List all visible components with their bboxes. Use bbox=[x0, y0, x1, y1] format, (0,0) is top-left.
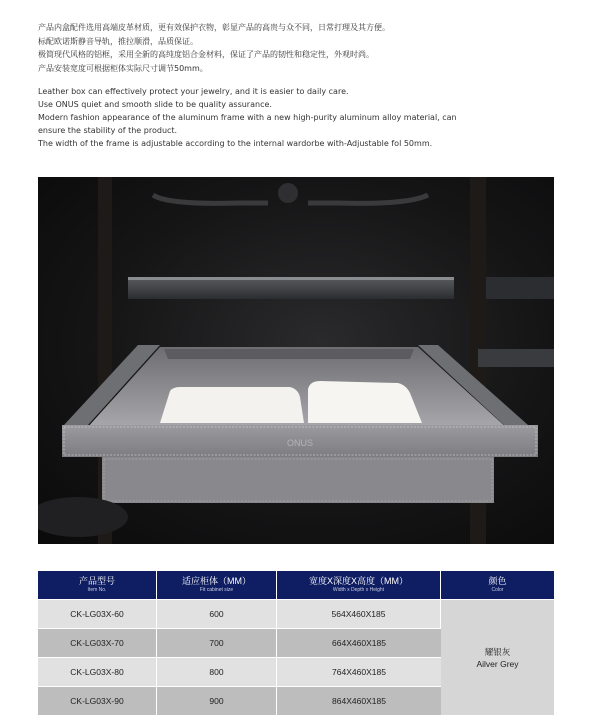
header-dimensions bbox=[277, 571, 441, 599]
header-en: Fit cabinet size bbox=[199, 587, 234, 593]
intro-chinese bbox=[38, 21, 558, 75]
cell-model: CK-LG03X-60 bbox=[38, 599, 157, 628]
table-row bbox=[38, 599, 554, 628]
header-cn: 颜色 bbox=[488, 576, 507, 586]
cell-dimensions: 764X460X185 bbox=[277, 657, 441, 686]
spec-table-header bbox=[38, 571, 554, 599]
intro-en-line: Use ONUS quiet and smooth slide to be quality assurance. bbox=[38, 100, 272, 109]
intro-en-line: ensure the stability of the product. bbox=[38, 126, 178, 135]
hanger-hub bbox=[278, 183, 298, 203]
cell-dimensions: 864X460X185 bbox=[277, 686, 441, 715]
cell-cabinet: 700 bbox=[157, 628, 277, 657]
intro-en-line: Modern fashion appearance of the aluminum frame with a new high-purity aluminum alloy material, can bbox=[38, 113, 457, 122]
drawer-illustration bbox=[38, 177, 554, 544]
cell-model: CK-LG03X-90 bbox=[38, 686, 157, 715]
upper-drawer-rail bbox=[128, 277, 454, 299]
header-cn: 宽度X深度X高度（MM） bbox=[308, 576, 408, 586]
onus-logo: ONUS bbox=[286, 438, 314, 448]
color-en: Ailver Grey bbox=[476, 658, 519, 669]
cell-cabinet: 600 bbox=[157, 599, 277, 628]
hanger-rod-right bbox=[308, 195, 428, 203]
header-cabinet bbox=[157, 571, 277, 599]
side-shelf-lower bbox=[478, 349, 554, 367]
cell-model: CK-LG03X-70 bbox=[38, 628, 157, 657]
header-en: Width x Depth x Height bbox=[332, 587, 385, 593]
cell-cabinet: 900 bbox=[157, 686, 277, 715]
towel-right bbox=[308, 381, 422, 423]
intro-cn-line: 极简现代风格的铝框，采用全新的高纯度铝合金材料，保证了产品的韧性和稳定性，外观时尚。 bbox=[38, 50, 374, 59]
header-color bbox=[441, 571, 554, 599]
intro-cn-line: 产品安装宽度可根据柜体实际尺寸调节50mm。 bbox=[38, 63, 208, 73]
header-en: Item No. bbox=[87, 587, 107, 593]
intro-english bbox=[38, 85, 558, 150]
drawer-front-lower bbox=[102, 457, 494, 503]
towel-left bbox=[160, 387, 304, 423]
intro-cn-line: 标配欧诺斯静音导轨，推拉顺滑，品质保证。 bbox=[38, 36, 198, 46]
upper-rail-highlight bbox=[128, 277, 454, 280]
color-cn: 耀银灰 bbox=[484, 646, 511, 657]
header-item-no bbox=[38, 571, 157, 599]
cell-dimensions: 664X460X185 bbox=[277, 628, 441, 657]
spec-table bbox=[38, 571, 554, 715]
cell-dimensions: 564X460X185 bbox=[277, 599, 441, 628]
intro-cn-line: 产品内盒配件选用高端皮革材质，更有效保护衣物，彰显产品的高贵与众不同，日常打理及其方便。 bbox=[38, 23, 390, 32]
drawer-back-wall bbox=[164, 349, 414, 359]
hanger-rod-left bbox=[153, 195, 268, 203]
product-photo bbox=[38, 177, 554, 544]
header-cn: 产品型号 bbox=[78, 576, 115, 586]
side-shelf bbox=[486, 277, 554, 299]
header-cn: 适应柜体（MM） bbox=[182, 576, 251, 586]
intro-en-line: Leather box can effectively protect your jewelry, and it is easier to daily care. bbox=[38, 87, 349, 96]
intro-en-line: The width of the frame is adjustable according to the internal wardorbe with-Adjustable fol 50mm. bbox=[38, 139, 433, 148]
header-en: Color bbox=[491, 587, 504, 593]
cell-color bbox=[441, 599, 554, 715]
cell-model: CK-LG03X-80 bbox=[38, 657, 157, 686]
cell-cabinet: 800 bbox=[157, 657, 277, 686]
